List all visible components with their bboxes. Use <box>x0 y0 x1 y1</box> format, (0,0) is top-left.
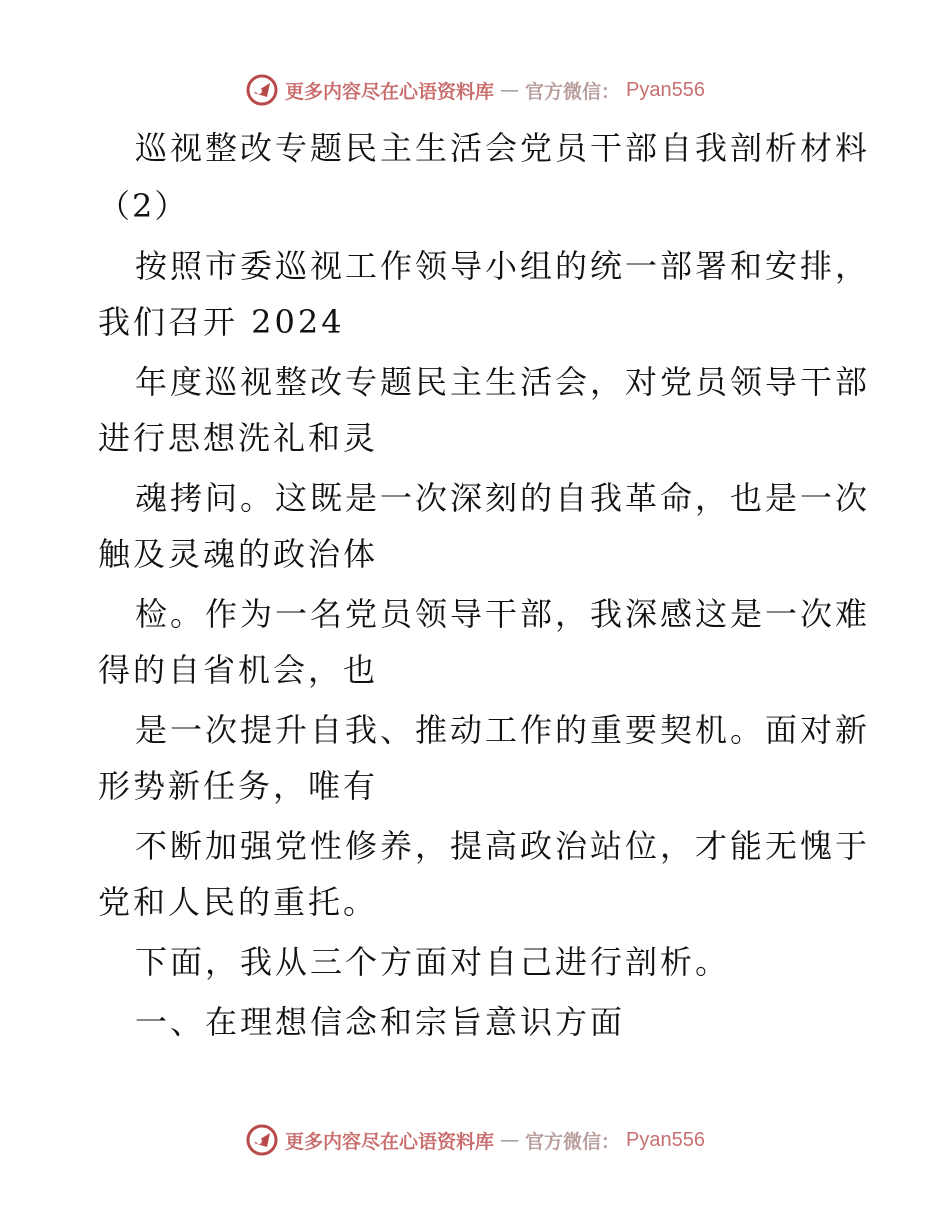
body-line: 触及灵魂的政治体 <box>98 535 379 573</box>
document-title-line-1: 巡视整改专题民主生活会党员干部自我剖析材料 <box>135 129 871 167</box>
body-line: 进行思想洗礼和灵 <box>98 419 379 457</box>
body-line: 我们召开 2024 <box>98 303 345 341</box>
brand-logo-icon <box>245 73 279 107</box>
watermark-wechat-label: 官方微信： <box>525 80 621 103</box>
body-line: 魂拷问。这既是一次深刻的自我革命，也是一次 <box>135 479 871 517</box>
watermark-dash: — <box>500 79 520 101</box>
body-line: 下面，我从三个方面对自己进行剖析。 <box>135 943 731 981</box>
brand-logo-icon <box>245 1123 279 1157</box>
watermark-site-text: 更多内容尽在心语资料库 <box>285 1130 495 1153</box>
body-line: 形势新任务，唯有 <box>98 767 379 805</box>
watermark-wechat-id: Pyan556 <box>626 1128 705 1151</box>
body-line: 年度巡视整改专题民主生活会，对党员领导干部 <box>135 363 871 401</box>
body-line: 按照市委巡视工作领导小组的统一部署和安排， <box>135 247 871 285</box>
document-title-line-2: （2） <box>98 187 189 225</box>
watermark-wechat-label: 官方微信： <box>525 1130 621 1153</box>
body-line: 检。作为一名党员领导干部，我深感这是一次难 <box>135 595 871 633</box>
watermark-banner-bottom <box>0 1120 950 1160</box>
watermark-wechat-id: Pyan556 <box>626 78 705 101</box>
body-line: 是一次提升自我、推动工作的重要契机。面对新 <box>135 711 871 749</box>
body-line: 不断加强党性修养，提高政治站位，才能无愧于 <box>135 827 871 865</box>
watermark-banner-top <box>0 70 950 110</box>
section-heading: 一、在理想信念和宗旨意识方面 <box>135 1003 626 1041</box>
watermark-site-text: 更多内容尽在心语资料库 <box>285 80 495 103</box>
body-line: 党和人民的重托。 <box>98 883 379 921</box>
body-line: 得的自省机会，也 <box>98 651 379 689</box>
watermark-dash: — <box>500 1129 520 1151</box>
